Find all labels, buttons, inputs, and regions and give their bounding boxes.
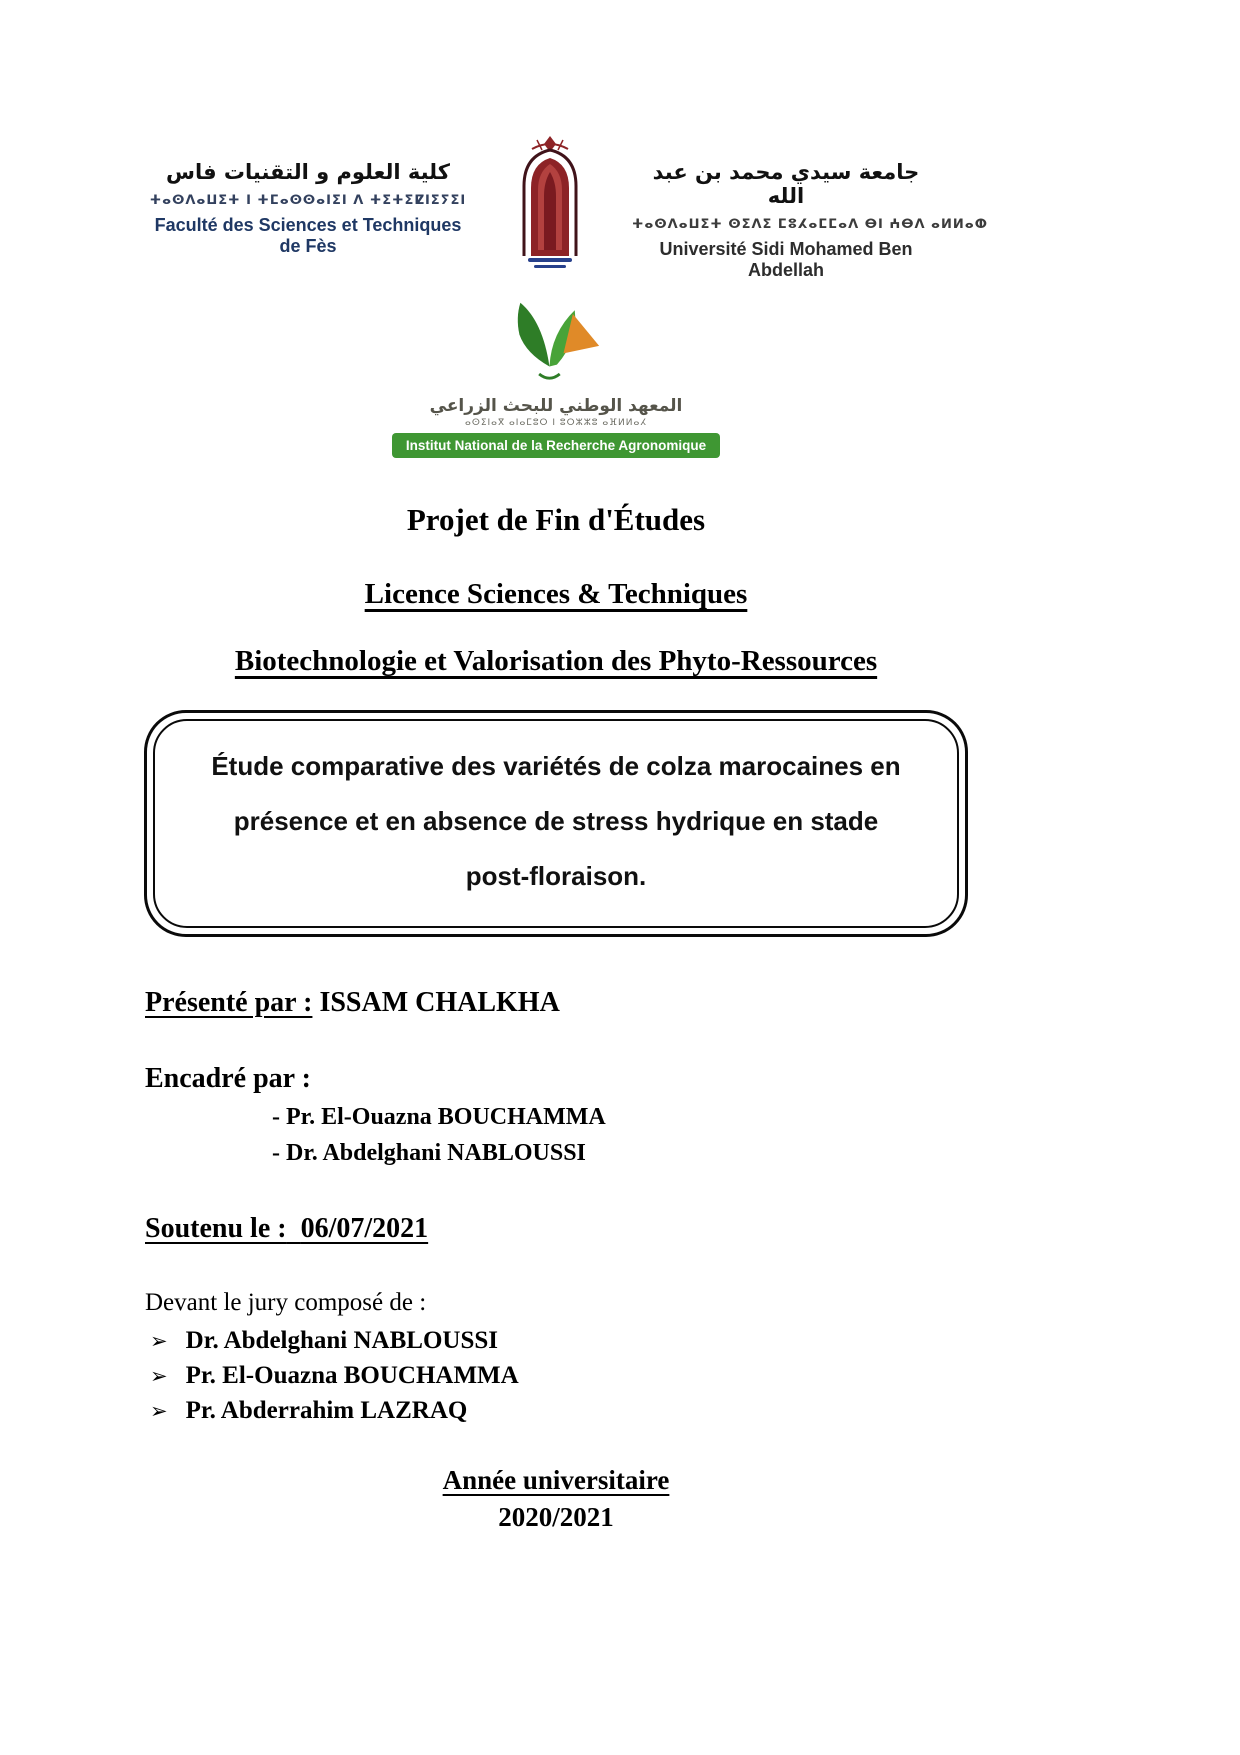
subject-box	[144, 710, 968, 937]
student-name: ISSAM CHALKHA	[319, 987, 560, 1019]
jury-member-name: Pr. El-Ouazna BOUCHAMMA	[185, 1362, 519, 1390]
jury-member	[150, 1327, 1112, 1355]
usmba-arabic-name: جامعة سيدي محمد بن عبد الله	[652, 160, 920, 208]
usmba-emblem-icon	[504, 134, 596, 279]
jury-member	[150, 1397, 1112, 1425]
subject-line-3: post-floraison.	[465, 861, 647, 892]
arrow-bullet-icon: ➢	[150, 1364, 168, 1389]
usmba-french-name: Université Sidi Mohamed Ben Abdellah	[659, 239, 913, 280]
defense-date-line	[0, 1213, 1112, 1245]
inra-arabic-name: المعهد الوطني للبحث الزراعي	[429, 396, 683, 416]
inra-plant-icon	[0, 297, 1112, 396]
fst-french-name: Faculté des Sciences et Techniques de Fès	[154, 215, 462, 256]
usmba-logo	[632, 160, 989, 281]
subject-box-inner	[153, 719, 959, 928]
arrow-bullet-icon: ➢	[150, 1329, 168, 1354]
jury-member-name: Pr. Abderrahim LAZRAQ	[185, 1397, 468, 1425]
page-title: Projet de Fin d'Études	[406, 502, 706, 537]
arrow-bullet-icon: ➢	[150, 1399, 168, 1424]
header-logos	[0, 132, 1112, 281]
academic-year-block	[0, 1465, 1112, 1533]
usmba-tifinagh-name: ⵜⴰⵙⴷⴰⵡⵉⵜ ⵙⵉⴷⵉ ⵎⵓⵃⴰⵎⵎⴰⴷ ⴱⵏ ⵄⴱⴷ ⴰⵍⵍⴰⵀ	[632, 217, 989, 232]
subject-line-2: présence et en absence de stress hydrique en stade	[233, 806, 879, 837]
defense-date-label: Soutenu le :	[145, 1213, 287, 1245]
supervisor-2: - Dr. Abdelghani NABLOUSSI	[272, 1140, 586, 1167]
inra-logo	[0, 297, 1112, 458]
presented-by-label: Présenté par :	[145, 987, 313, 1019]
jury-member	[150, 1362, 1112, 1390]
supervised-by-label: Encadré par :	[145, 1063, 311, 1095]
subject-line-1: Étude comparative des variétés de colza marocaines en	[211, 751, 901, 781]
supervisor-1: - Pr. El-Ouazna BOUCHAMMA	[272, 1104, 606, 1131]
presented-by-line	[0, 987, 1112, 1019]
fst-tifinagh-name: ⵜⴰⵙⴷⴰⵡⵉⵜ ⵏ ⵜⵎⴰⵙⵙⴰⵏⵉⵏ ⴷ ⵜⵉⵜⵉⵇⵏⵉⵢⵉⵏ	[149, 193, 467, 208]
inra-tifinagh-name: ⴰⵙⵉⵏⴰⴳ ⴰⵏⴰⵎⵓⵔ ⵏ ⵓⵔⵣⵣⵓ ⴰⴼⵍⵍⴰⵃ	[465, 418, 647, 428]
fst-arabic-name: كلية العلوم و التقنيات فاس	[166, 160, 450, 184]
degree-title: Licence Sciences & Techniques	[364, 578, 748, 610]
defense-date-value: 06/07/2021	[300, 1213, 429, 1245]
fst-logo	[148, 160, 468, 257]
program-title: Biotechnologie et Valorisation des Phyto-Ressources	[234, 645, 878, 677]
academic-year-label: Année universitaire	[442, 1465, 670, 1496]
jury-intro: Devant le jury composé de :	[145, 1289, 427, 1317]
academic-year-value: 2020/2021	[498, 1502, 614, 1533]
jury-member-name: Dr. Abdelghani NABLOUSSI	[185, 1327, 498, 1355]
jury-list	[0, 1327, 1112, 1425]
inra-french-name: Institut National de la Recherche Agronomique	[392, 433, 720, 458]
